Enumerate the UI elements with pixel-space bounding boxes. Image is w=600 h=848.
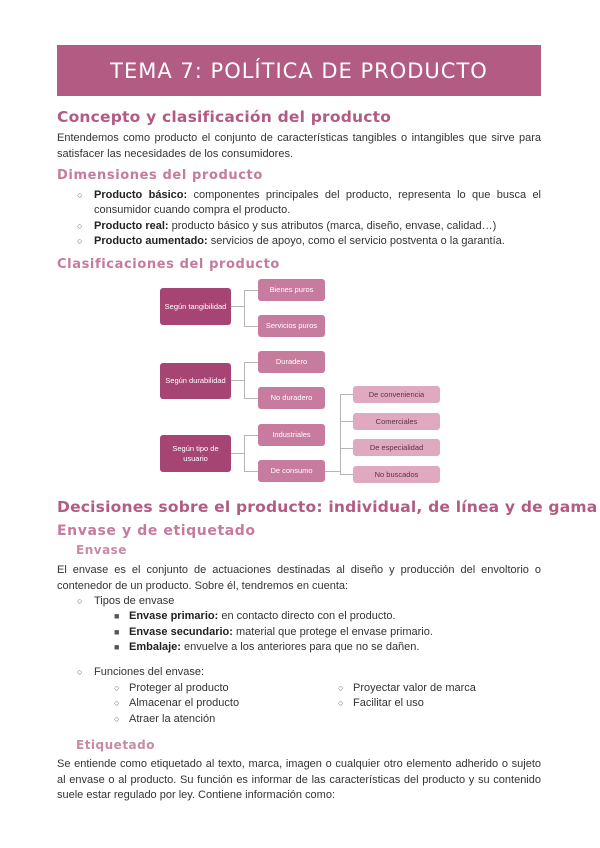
diagram-leaf: Comerciales (353, 413, 440, 430)
tipo-envase-item: ■ Embalaje: envuelve a los anteriores para que no se dañen. (114, 641, 420, 653)
diagram-node: Industriales (258, 424, 325, 446)
tipo-envase-item: ■ Envase secundario: material que protege el envase primario. (114, 626, 433, 638)
bullet-square-icon: ■ (114, 611, 120, 621)
funcion-item: ○ Facilitar el uso (338, 697, 424, 709)
bullet-circle-icon: ○ (114, 698, 120, 708)
bullet-circle-icon: ○ (338, 698, 344, 708)
bullet-circle-icon: ○ (114, 683, 120, 693)
diagram-leaf: De conveniencia (353, 386, 440, 403)
diagram-node: Duradero (258, 351, 325, 373)
funcion-item: ○ Atraer la atención (114, 713, 216, 725)
bullet-circle-icon: ○ (77, 236, 83, 246)
funcion-item: ○ Proteger al producto (114, 682, 229, 694)
diagram-leaf: De especialidad (353, 439, 440, 456)
heading-clasificaciones: Clasificaciones del producto (57, 257, 280, 272)
dimension-item: ○ Producto real: producto básico y sus atributos (marca, diseño, envase, calidad…) (77, 220, 497, 232)
heading-etiquetado: Etiquetado (76, 738, 155, 752)
envase-text: El envase es el conjunto de actuaciones destinadas al diseño y producción del envoltorio o contenedor de un producto. Sobre él, tendremos en cuenta: (57, 564, 541, 592)
etiquetado-text: Se entiende como etiquetado al texto, marca, imagen o cualquier otro elemento adherido o sujeto al envase o al producto. Su función es informar de las características del producto y su contenido suele estar regulado por ley. Contiene información como: (57, 758, 541, 801)
diagram-node: Bienes puros (258, 279, 325, 301)
diagram-node: No duradero (258, 387, 325, 409)
funcion-item: ○ Proyectar valor de marca (338, 682, 476, 694)
page-title-banner (57, 45, 541, 96)
diagram-node: Servicios puros (258, 315, 325, 337)
bullet-square-icon: ■ (114, 627, 120, 637)
bullet-square-icon: ■ (114, 642, 120, 652)
diagram-root-usuario: Según tipo de usuario (160, 435, 231, 472)
concepto-text: Entendemos como producto el conjunto de características tangibles o intangibles que sirve para satisfacer las necesidades de los consumidores. (57, 132, 541, 160)
bullet-circle-icon: ○ (114, 714, 120, 724)
dimension-item: ○ Producto aumentado: servicios de apoyo, como el servicio postventa o la garantía. (77, 235, 505, 247)
heading-dimensiones: Dimensiones del producto (57, 168, 263, 183)
funcion-item: ○ Almacenar el producto (114, 697, 240, 709)
diagram-node: De consumo (258, 460, 325, 482)
tipo-envase-item: ■ Envase primario: en contacto directo con el producto. (114, 610, 396, 622)
bullet-circle-icon: ○ (77, 667, 83, 677)
heading-envase-etiquetado: Envase y de etiquetado (57, 523, 256, 539)
tipos-envase-label: ○ Tipos de envase (77, 595, 175, 607)
heading-envase: Envase (76, 543, 127, 557)
heading-decisiones: Decisiones sobre el producto: individual, de línea y de gama (57, 498, 598, 516)
diagram-root-durabilidad: Según durabilidad (160, 363, 231, 399)
diagram-leaf: No buscados (353, 466, 440, 483)
bullet-circle-icon: ○ (77, 221, 83, 231)
dimension-item: ○ Producto básico: componentes principales del producto, representa lo que busca el consumidor cuando compra el producto. (77, 189, 542, 216)
funciones-envase-label: ○ Funciones del envase: (77, 666, 205, 678)
bullet-circle-icon: ○ (77, 596, 83, 606)
diagram-root-tangibilidad: Según tangibilidad (160, 288, 231, 325)
page-title: TEMA 7: POLÍTICA DE PRODUCTO (110, 58, 488, 83)
bullet-circle-icon: ○ (338, 683, 344, 693)
bullet-circle-icon: ○ (77, 190, 83, 200)
heading-concepto: Concepto y clasificación del producto (57, 108, 392, 126)
